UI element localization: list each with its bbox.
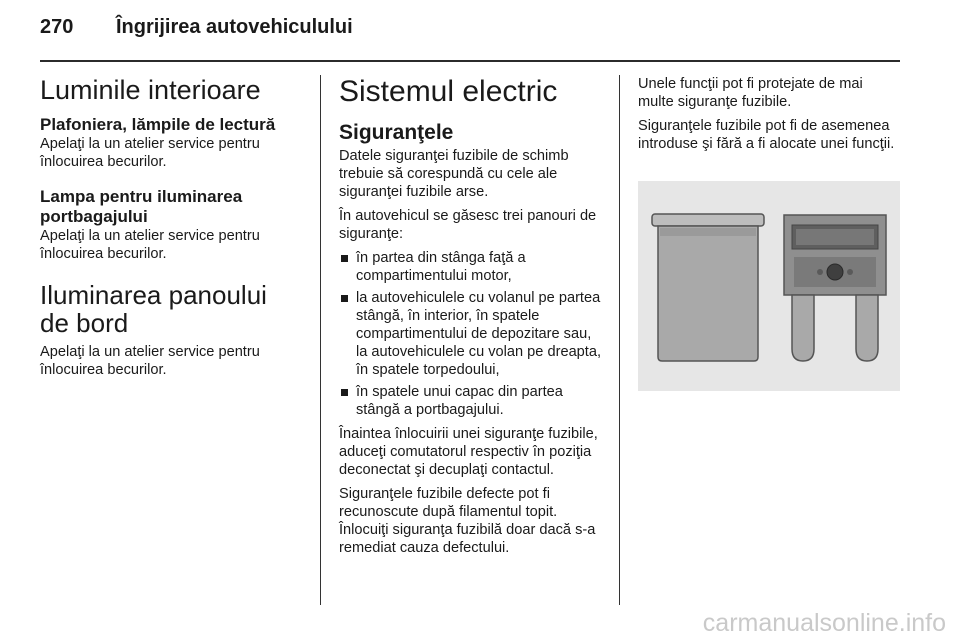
list-item: în spatele unui capac din partea stângă a portbagajului. <box>339 383 603 419</box>
paragraph-unassigned-fuses: Siguranţele fuzibile pot fi de asemenea introduse şi fără a fi alocate unei funcţii. <box>638 118 895 152</box>
fuse-illustration <box>638 181 900 391</box>
page-number: 270 <box>40 16 74 38</box>
fuse-front-view <box>784 215 886 361</box>
paragraph-before-replacing: Înaintea înlocuirii unei siguranţe fuzibile, aduceţi comutatorul respectiv în poziţia deconectat şi decuplaţi contactul. <box>339 426 598 478</box>
bullet-icon <box>341 389 348 396</box>
fuse-side-view <box>652 214 764 361</box>
running-title: Îngrijirea autovehiculului <box>116 16 353 38</box>
fuse-box-locations-list <box>339 249 603 419</box>
subsection-title-boot-lamp: Lampa pentru iluminarea portbagajului <box>40 187 243 226</box>
list-item: în partea din stânga faţă a compartimentului motor, <box>339 249 603 285</box>
section-title-electrical-system: Sistemul electric <box>339 75 558 108</box>
subsection-title-dome-lights: Plafoniera, lămpile de lectură <box>40 115 276 134</box>
column-divider <box>320 75 321 605</box>
header-divider <box>40 60 900 62</box>
paragraph-defective-fuses: Siguranţele fuzibile defecte pot fi recunoscute după filamentul topit. Înlocuiţi siguranţa fuzibilă doar dacă s-a remediat cauza defectului. <box>339 486 596 556</box>
fuse-icon <box>638 181 900 391</box>
subsection-title-fuses: Siguranţele <box>339 121 454 144</box>
column-right <box>638 75 902 159</box>
watermark: carmanualsonline.info <box>702 609 946 637</box>
section-title-dashboard-lighting: Iluminarea panoului de bord <box>40 280 267 338</box>
paragraph-boot-lamp: Apelaţi la un atelier service pentru înlocuirea becurilor. <box>40 228 260 262</box>
paragraph-multiple-fuses: Unele funcţii pot fi protejate de mai multe siguranţe fuzibile. <box>638 76 863 110</box>
paragraph-fuse-boxes: În autovehicul se găsesc trei panouri de siguranţe: <box>339 208 597 242</box>
section-title-interior-lights: Luminile interioare <box>40 75 261 105</box>
column-middle <box>339 75 603 563</box>
bullet-icon <box>341 295 348 302</box>
page-header <box>40 14 900 60</box>
list-item: la autovehiculele cu volanul pe partea stângă, în interior, în spatele compartimentului de depozitare sau, la autovehiculele cu volan pe dreapta, în spatele torpedoului, <box>339 289 603 379</box>
paragraph-dome-lights: Apelaţi la un atelier service pentru înlocuirea becurilor. <box>40 136 260 170</box>
column-divider <box>619 75 620 605</box>
paragraph-dashboard-lighting: Apelaţi la un atelier service pentru înlocuirea becurilor. <box>40 344 260 378</box>
paragraph-fuse-rating: Datele siguranţei fuzibile de schimb trebuie să corespundă cu cele ale siguranţei fuzibile arse. <box>339 148 569 200</box>
bullet-icon <box>341 255 348 262</box>
column-left <box>40 75 302 385</box>
